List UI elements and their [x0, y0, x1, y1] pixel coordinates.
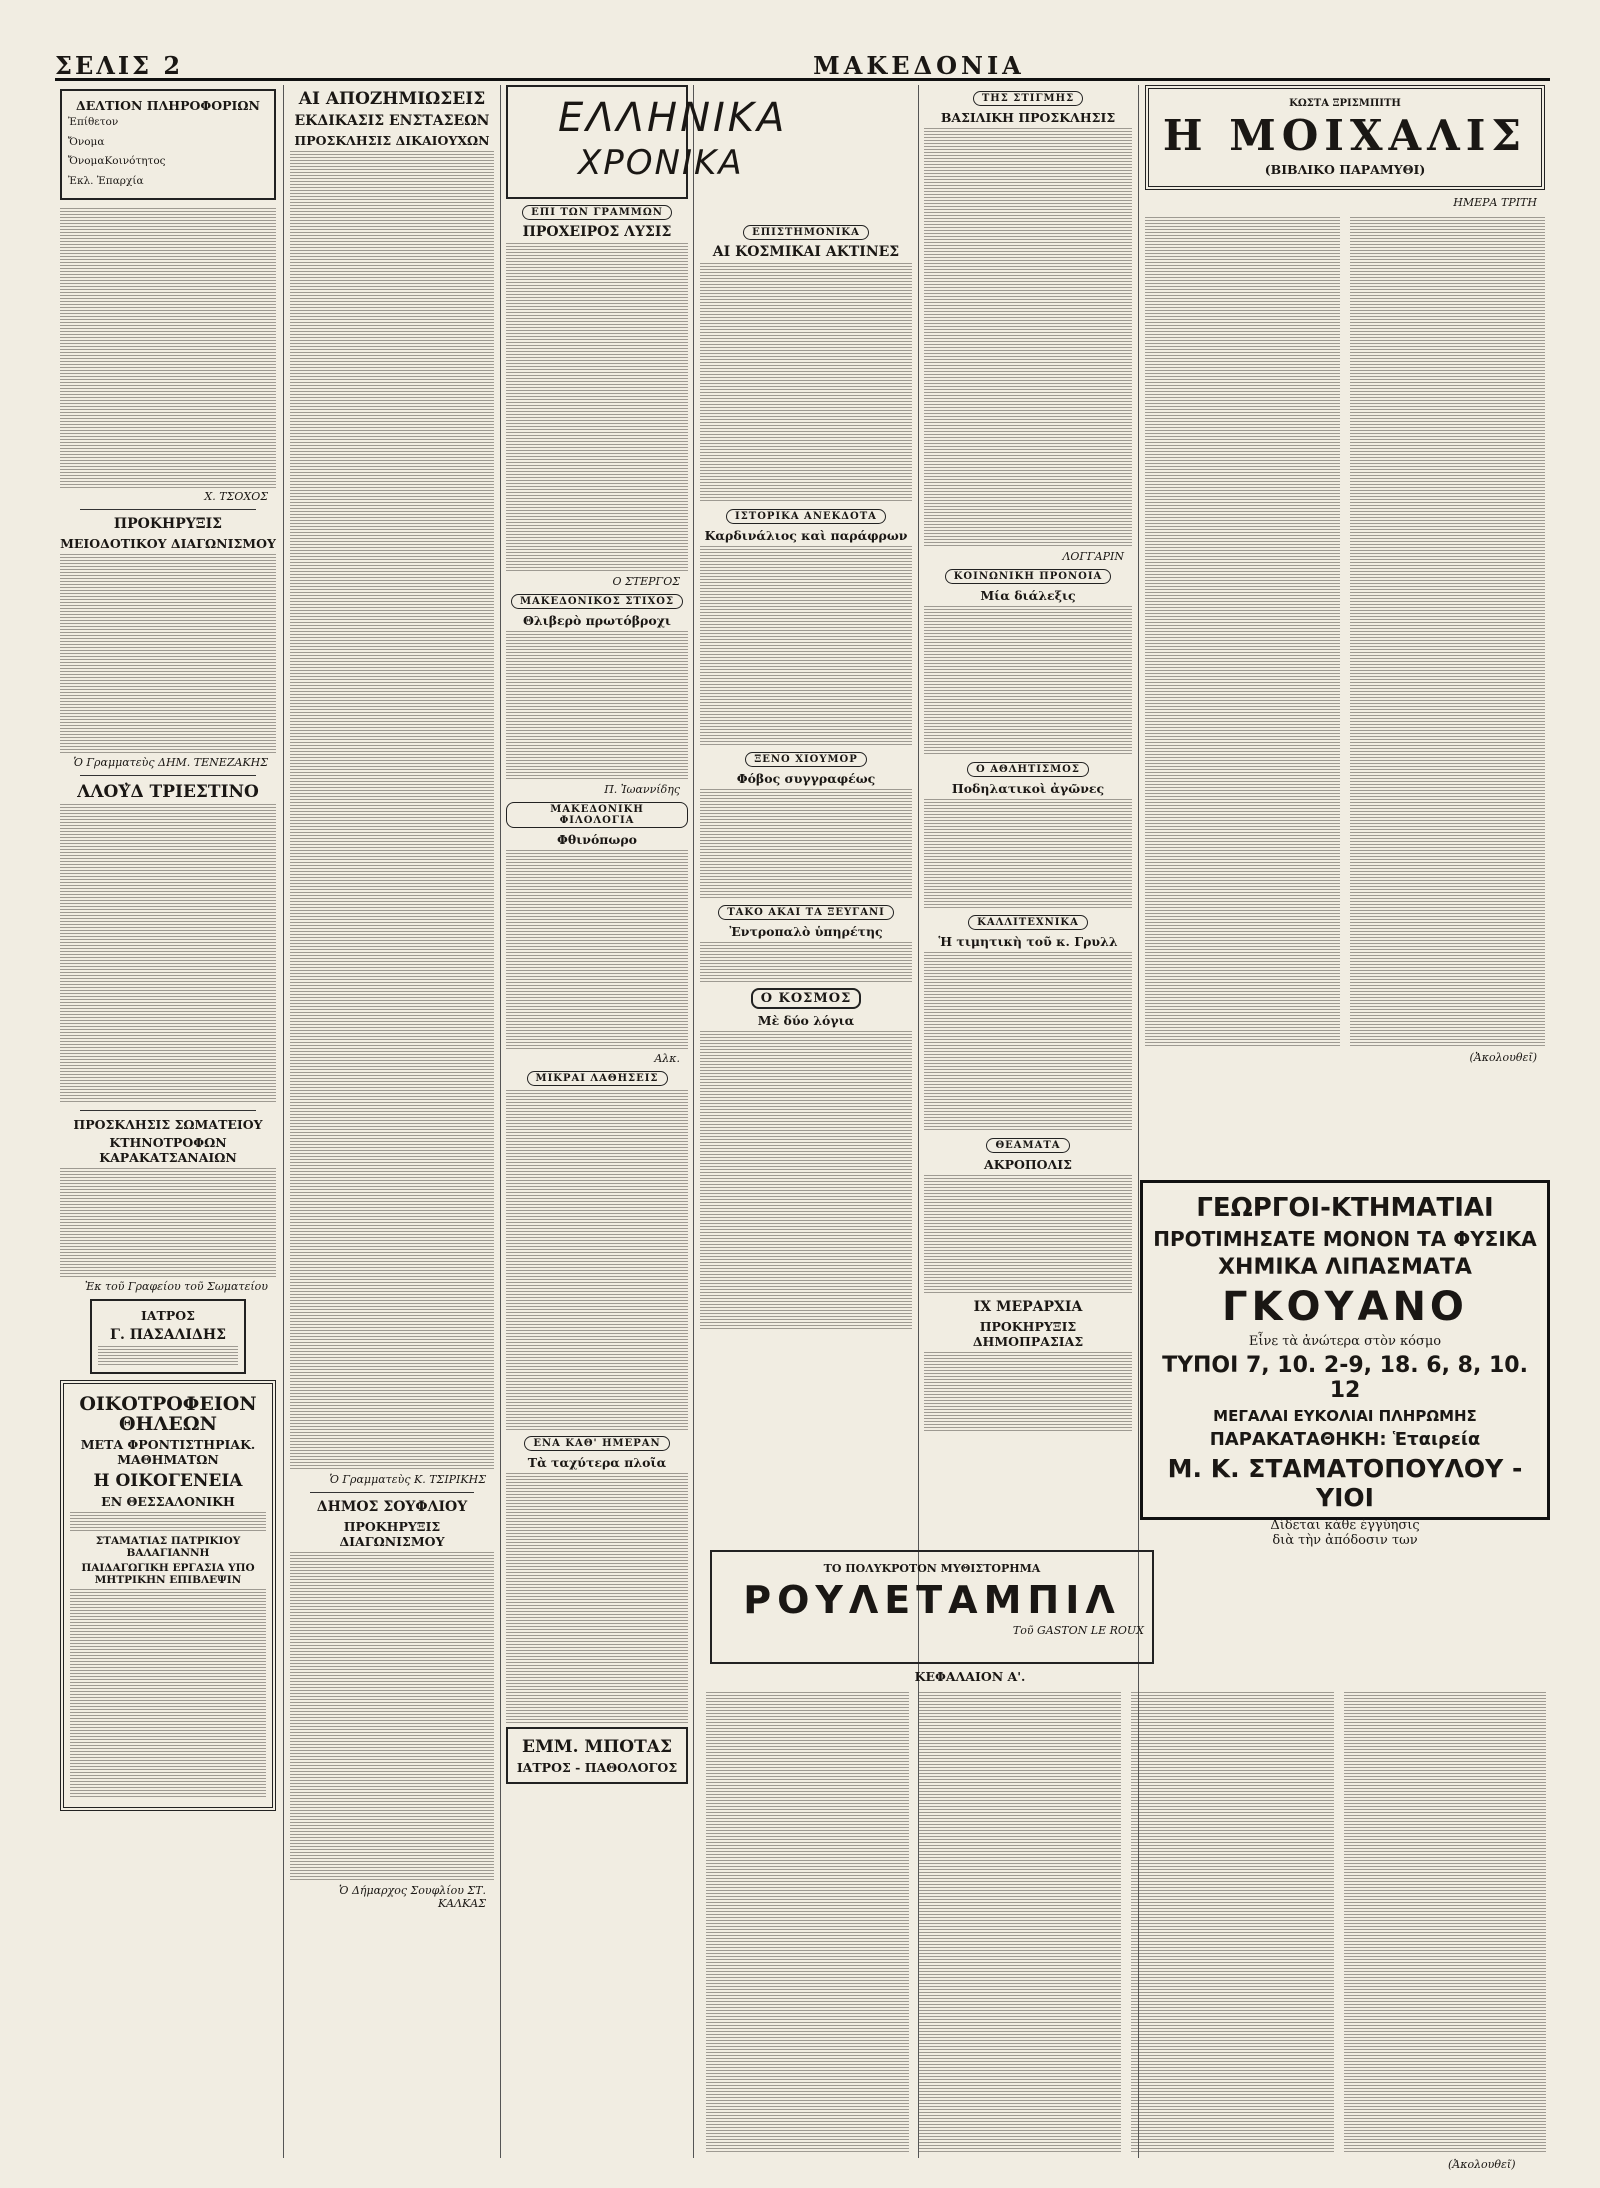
column-label: ΕΠΙΣΤΗΜΟΝΙΚΑ: [743, 225, 869, 240]
column-label: ΙΣΤΟΡΙΚΑ ΑΝΕΚΔΟΤΑ: [726, 509, 886, 524]
column-3: [506, 85, 788, 2158]
body-text: [700, 263, 912, 503]
notice-title: ΙΧ ΜΕΡΑΡΧΙΑ: [973, 1299, 1083, 1315]
body-text: [290, 151, 494, 1471]
column-label: ΜΑΚΕΔΟΝΙΚΗ ΦΙΛΟΛΟΓΙΑ: [506, 802, 688, 828]
notice-subtitle: ΜΕΙΟΔΟΤΙΚΟΥ ΔΙΑΓΩΝΙΣΜΟΥ: [60, 536, 276, 551]
body-text: [924, 128, 1132, 548]
body-text: [924, 799, 1132, 909]
boarding-teaching: ΠΑΙΔΑΓΩΓΙΚΗ ΕΡΓΑΣΙΑ ΥΠΟ ΜΗΤΡΙΚΗΝ ΕΠΙΒΛΕΨΙΝ: [81, 1562, 255, 1586]
column-label: Ο ΚΟΣΜΟΣ: [751, 988, 862, 1009]
article-title: ΠΡΟΧΕΙΡΟΣ ΛΥΣΙΣ: [522, 224, 672, 240]
article-title: Μὲ δύο λόγια: [757, 1013, 855, 1028]
body-text: [506, 631, 688, 781]
article-subtitle: ΠΡΟΚΗΡΥΞΙΣ ΔΙΑΓΩΝΙΣΜΟΥ: [339, 1519, 445, 1549]
body-text: [700, 1031, 912, 1331]
ad-line: ΧΗΜΙΚΑ ΛΙΠΑΣΜΑΤΑ: [1218, 1255, 1472, 1280]
boarding-title: ΟΙΚΟΤΡΟΦΕΙΟΝ ΘΗΛΕΩΝ: [79, 1393, 257, 1435]
article-title: Ποδηλατικοὶ ἀγῶνες: [951, 781, 1105, 796]
banner-line-2: ΧΡΟΝΙΚΑ: [578, 143, 744, 183]
signature: ΛΟΓΓΑΡΙΝ: [1062, 550, 1124, 563]
info-field: ὌνομαΚοινότητος: [68, 155, 166, 167]
page-header: [55, 52, 1550, 81]
signature: Χ. ΤΣΟΧΟΣ: [204, 490, 268, 503]
body-text: [706, 1692, 909, 2152]
divider: [80, 1110, 256, 1111]
boarding-subtitle: ΜΕΤΑ ΦΡΟΝΤΙΣΤΗΡΙΑΚ. ΜΑΘΗΜΑΤΩΝ: [80, 1437, 256, 1467]
article-title: Τὰ ταχύτερα πλοῖα: [527, 1455, 667, 1470]
column-label: ΕΠΙ ΤΩΝ ΓΡΑΜΜΩΝ: [522, 205, 672, 220]
body-text: [290, 1552, 494, 1882]
boarding-ad: [60, 1380, 276, 1811]
article-title: Φθινόπωρο: [557, 832, 637, 847]
continued-note: (Ἀκολουθεῖ): [1448, 2158, 1516, 2171]
column-4: [700, 85, 912, 1548]
article-title: Ἐντροπαλὸ ὑπηρέτης: [729, 924, 883, 939]
divider: [310, 1492, 474, 1493]
notice-title: ΛΛΟΥ̓Δ ΤΡΙΕΣΤΙΝΟ: [77, 782, 259, 802]
article-title: ΑΙ ΑΠΟΖΗΜΙΩΣΕΙΣ: [298, 89, 486, 109]
column-label: ΘΕΑΜΑΤΑ: [986, 1138, 1069, 1153]
body-text: [1350, 217, 1545, 1047]
ad-line: Δίδεται κάθε ἐγγύησις: [1270, 1518, 1420, 1533]
body-text: [924, 606, 1132, 756]
article-subtitle: ΠΡΟΣΚΛΗΣΙΣ ΔΙΚΑΙΟΥΧΩΝ: [294, 133, 490, 148]
body-text: [60, 554, 276, 754]
body-text: [70, 1512, 266, 1532]
ad-line: ΓΚΟΥΑΝΟ: [1222, 1284, 1468, 1330]
column-rule: [693, 85, 694, 2158]
info-form-box: [60, 89, 276, 200]
ad-line: Μ. Κ. ΣΤΑΜΑΤΟΠΟΥΛΟΥ - ΥΙΟΙ: [1167, 1454, 1523, 1512]
serial-kicker: ΤΟ ΠΟΛΥΚΡΟΤΟΝ ΜΥΘΙΣΤΟΡΗΜΑ: [823, 1562, 1041, 1575]
body-text: [60, 1168, 276, 1278]
body-text: [919, 1692, 1122, 2152]
column-label: ΜΑΚΕΔΟΝΙΚΟΣ ΣΤΙΧΟΣ: [511, 594, 683, 609]
column-rule: [500, 85, 501, 2158]
body-text: [924, 1352, 1132, 1432]
boarding-director: ΣΤΑΜΑΤΙΑΣ ΠΑΤΡΙΚΙΟΥ ΒΑΛΑΓΙΑΝΝΗ: [95, 1535, 241, 1559]
column-1: [60, 85, 276, 2158]
signature: Αλκ.: [654, 1052, 680, 1065]
article-title: Θλιβερὸ πρωτόβροχι: [523, 613, 671, 628]
ad-line: ΠΡΟΤΙΜΗΣΑΤΕ ΜΟΝΟΝ ΤΑ ΦΥΣΙΚΑ: [1153, 1227, 1537, 1251]
doctor-ad: [90, 1299, 246, 1374]
signature: Π. Ἰωαννίδης: [604, 783, 680, 796]
ad-line: ΜΕΓΑΛΑΙ ΕΥΚΟΛΙΑΙ ΠΛΗΡΩΜΗΣ: [1213, 1407, 1477, 1425]
info-field: Ἐκλ. Ἐπαρχία: [68, 174, 144, 187]
theatre-name: ΑΚΡΟΠΟΛΙΣ: [984, 1157, 1072, 1172]
section-banner: [506, 85, 788, 199]
article-title: ΔΗΜΟΣ ΣΟΥΦΛΙΟΥ: [316, 1499, 468, 1515]
notice-subtitle: ΠΡΟΚΗΡΥΞΙΣ ΔΗΜΟΠΡΑΣΙΑΣ: [972, 1319, 1084, 1349]
column-label: ΤΗΣ ΣΤΙΓΜΗΣ: [973, 91, 1083, 106]
notice-title: ΠΡΟΣΚΛΗΣΙΣ ΣΩΜΑΤΕΙΟΥ: [73, 1117, 263, 1132]
doctor-name: Γ. ΠΑΣΑΛΙΔΗΣ: [110, 1327, 226, 1343]
signature: Ο ΣΤΕΡΓΟΣ: [612, 575, 680, 588]
body-text: [1145, 217, 1340, 1047]
divider: [80, 775, 256, 776]
novel-header: [1145, 85, 1545, 190]
article-title: Μία διάλεξις: [980, 588, 1076, 603]
body-text: [60, 804, 276, 1104]
ad-line: ΤΥΠΟΙ 7, 10. 2-9, 18. 6, 8, 10. 12: [1162, 1353, 1528, 1403]
column-label: ΞΕΝΟ ΧΙΟΥΜΟΡ: [745, 752, 867, 767]
body-text: [1131, 1692, 1334, 2152]
column-label: Ο ΑΘΛΗΤΙΣΜΟΣ: [967, 762, 1089, 777]
novel-day: ΗΜΕΡΑ ΤΡΙΤΗ: [1453, 196, 1537, 209]
info-field: Ἐπίθετον: [68, 116, 119, 128]
body-text: [924, 952, 1132, 1132]
article-title: ΕΚΔΙΚΑΣΙΣ ΕΝΣΤΑΣΕΩΝ: [294, 113, 490, 129]
notice-title: ΠΡΟΚΗΡΥΞΙΣ: [113, 516, 223, 532]
serial-chapter: ΚΕΦΑΛΑΙΟΝ Α'.: [914, 1669, 1026, 1684]
column-label: ΕΝΑ ΚΑΘ' ΗΜΕΡΑΝ: [524, 1436, 669, 1451]
info-form-title: ΔΕΛΤΙΟΝ ΠΛΗΡΟΦΟΡΙΩΝ: [76, 98, 260, 113]
column-5: [924, 85, 1132, 1548]
signature: Ὁ Δήμαρχος Σουφλίου ΣΤ. ΚΑΛΚΑΣ: [339, 1884, 486, 1910]
doctor-title: ΙΑΤΡΟΣ - ΠΑΘΟΛΟΓΟΣ: [516, 1760, 678, 1775]
body-text: [924, 1175, 1132, 1295]
continued-note: (Ἀκολουθεῖ): [1469, 1051, 1537, 1064]
article-title: ΑΙ ΚΟΣΜΙΚΑΙ ΑΚΤΙΝΕΣ: [712, 244, 900, 260]
body-text: [506, 850, 688, 1050]
doctor-label: ΙΑΤΡΟΣ: [141, 1308, 195, 1323]
body-text: [506, 1090, 688, 1430]
body-text: [1344, 1692, 1547, 2152]
column-label: ΤΑΚΟ ΑΚΑΙ ΤΑ ΞΕΥΓΑΝΙ: [718, 905, 894, 920]
column-label: ΚΟΙΝΩΝΙΚΗ ΠΡΟΝΟΙΑ: [945, 569, 1112, 584]
ad-line: Εἶνε τὰ ἀνώτερα στὸν κόσμο: [1248, 1334, 1442, 1349]
novel-subtitle: (ΒΙΒΛΙΚΟ ΠΑΡΑΜΥΘΙ): [1264, 162, 1426, 177]
signature: Ἐκ τοῦ Γραφείου τοῦ Σωματείου: [84, 1280, 268, 1293]
novel-title: Η ΜΟΙΧΑΛΙΣ: [1162, 111, 1528, 160]
article-title: Καρδινάλιος καὶ παράφρων: [704, 528, 908, 543]
novel-body: [1145, 215, 1545, 1049]
article-title: Φόβος συγγραφέως: [736, 771, 876, 786]
boarding-name: Η ΟΙΚΟΓΕΝΕΙΑ: [93, 1471, 243, 1491]
article-title: Ἡ τιμητικὴ τοῦ κ. Γρυλλ: [938, 934, 1118, 949]
novel-author: ΚΩΣΤΑ ΞΡΙΣΜΠΙΤΗ: [1289, 98, 1401, 109]
signature: Ὁ Γραμματεὺς Κ. ΤΣΙΡΙΚΗΣ: [329, 1473, 486, 1486]
body-text: [60, 208, 276, 488]
serial-body: [706, 1690, 1546, 2150]
info-field: Ὄνομα: [68, 135, 105, 148]
serial-header: [710, 1550, 1154, 1664]
body-text: [70, 1589, 266, 1799]
notice-subtitle: ΚΤΗΝΟΤΡΟΦΩΝ ΚΑΡΑΚΑΤΣΑΝΑΙΩΝ: [99, 1135, 237, 1165]
column-2: [290, 85, 494, 2158]
masthead-title: ΜΑΚΕΔΟΝΙΑ: [813, 50, 1025, 80]
body-text: [700, 789, 912, 899]
column-6: [1145, 85, 1545, 1168]
body-text: [506, 243, 688, 573]
ad-line: ΓΕΩΡΓΟΙ-ΚΤΗΜΑΤΙΑΙ: [1196, 1193, 1494, 1223]
serial-author: Τοῦ GASTON LE ROUX: [1012, 1624, 1144, 1637]
doctor-ad: [506, 1727, 688, 1784]
ad-line: ΠΑΡΑΚΑΤΑΘΗΚΗ: Ἑταιρεία: [1209, 1429, 1481, 1450]
ad-line: διὰ τὴν ἀπόδοσιν των: [1272, 1533, 1418, 1548]
column-label: ΜΙΚΡΑΙ ΛΑΘΗΣΕΙΣ: [527, 1071, 668, 1086]
body-text: [98, 1346, 238, 1366]
boarding-city: ΕΝ ΘΕΣΣΑΛΟΝΙΚΗ: [101, 1494, 235, 1509]
page-number: ΣΕΛΙΣ 2: [55, 50, 184, 80]
banner-line-1: ΕΛΛΗΝΙΚΑ: [558, 95, 788, 141]
article-title: ΒΑΣΙΛΙΚΗ ΠΡΟΣΚΛΗΣΙΣ: [940, 110, 1116, 125]
body-text: [506, 1473, 688, 1723]
column-label: ΚΑΛΛΙΤΕΧΝΙΚΑ: [968, 915, 1088, 930]
signature: Ὁ Γραμματεὺς ΔΗΜ. ΤΕΝΕΖΑΚΗΣ: [73, 756, 268, 769]
body-text: [700, 546, 912, 746]
fertilizer-ad: [1140, 1180, 1550, 1548]
body-text: [700, 942, 912, 982]
doctor-name: ΕΜΜ. ΜΠΟΤΑΣ: [522, 1737, 672, 1757]
divider: [80, 509, 256, 510]
serial-title: ΡΟΥΛΕΤΑΜΠΙΛ: [743, 1578, 1121, 1622]
column-rule: [283, 85, 284, 2158]
